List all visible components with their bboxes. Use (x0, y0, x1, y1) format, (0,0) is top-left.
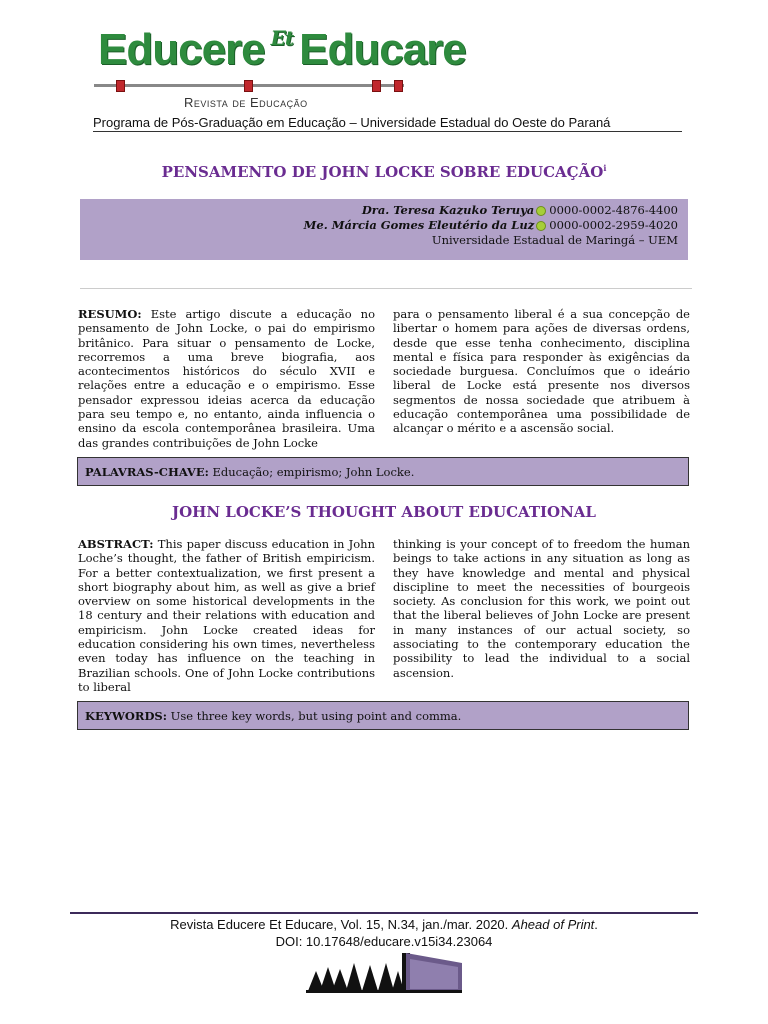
footer-publisher-logo-icon (306, 951, 462, 993)
article-title-en: JOHN LOCKE’S THOUGHT ABOUT EDUCATIONAL (172, 503, 596, 521)
abstract-left-column (78, 537, 375, 694)
journal-subtitle: Revista de Educação (184, 95, 308, 110)
logo-square-icon (116, 80, 125, 92)
keywords-box (77, 701, 689, 730)
keywords-label: KEYWORDS: (85, 709, 167, 723)
logo-word-educare: Educare (299, 25, 466, 74)
section-divider (80, 288, 692, 289)
author-row (304, 218, 678, 232)
orcid-icon[interactable] (536, 206, 546, 216)
logo-square-icon (394, 80, 403, 92)
orcid-icon[interactable] (536, 221, 546, 231)
resumo-text-left: Este artigo discute a educação no pensamento de John Locke, o pai do empirismo britânico. Para situar o pensamento de Locke, recorremos a uma breve biografia, aos acontecimentos históricos do século XVII e relações entre a educação e o empirismo. Esse pensador expressou ideias acerca da educação para seu tempo e, no entanto, ainda influencia o ensino da escola contemporânea brasileira. Uma das grandes contribuições de John Locke (78, 307, 375, 450)
keywords (85, 709, 461, 723)
authors-box (80, 199, 688, 260)
logo-bar (94, 84, 404, 87)
footer-doi[interactable]: DOI: 10.17648/educare.v15i34.23064 (275, 934, 493, 949)
ahead-of-print: Ahead of Print (511, 917, 595, 932)
resumo-text-right: para o pensamento liberal é a sua concepção de libertar o homem para ações de diversas ordens, desde que esse tenha conhecimento, disciplina mental e física para responder às exigências da sociedade burguesa. Concluímos que o ideário liberal de Locke está presente nos diversos segmentos de nossa sociedade que atribuem à educação contemporânea uma possibilidade de alcançar o mérito e a ascensão social. (393, 307, 690, 436)
logo-word-et: Et (270, 26, 294, 50)
author-orcid[interactable]: 0000-0002-4876-4400 (549, 203, 678, 217)
author-name: Dra. Teresa Kazuko Teruya (361, 203, 535, 217)
palavras-chave-text: Educação; empirismo; John Locke. (212, 465, 415, 479)
footer-divider (70, 912, 698, 914)
palavras-chave-label: PALAVRAS-CHAVE: (85, 465, 209, 479)
abstract-text-left: This paper discuss education in John Loche’s thought, the father of British empiricism. For a better contextualization, we first present a short biography about him, as well as give a brief overview on some historical developments in the 18 century and their relations with education and empiricism. John Locke created ideas for education considering his own times, nevertheless even today has influence on the teaching in Brazilian schools. One of John Locke contributions to liberal (78, 537, 375, 694)
journal-logo (98, 25, 466, 74)
title-pt-text: PENSAMENTO DE JOHN LOCKE SOBRE EDUCAÇÃO (161, 163, 604, 181)
logo-square-icon (372, 80, 381, 92)
citation-text: Revista Educere Et Educare, Vol. 15, N.34, jan./mar. 2020. (170, 917, 509, 932)
keywords-text: Use three key words, but using point and comma. (170, 709, 462, 723)
program-line: Programa de Pós-Graduação em Educação – Universidade Estadual do Oeste do Paraná (93, 115, 611, 130)
author-affiliation: Universidade Estadual de Maringá – UEM (431, 233, 678, 247)
citation-period: . (594, 917, 598, 932)
palavras-chave (85, 465, 414, 479)
author-name: Me. Márcia Gomes Eleutério da Luz (303, 218, 535, 232)
logo-square-icon (244, 80, 253, 92)
palavras-chave-box (77, 457, 689, 486)
resumo-right-column (393, 307, 690, 436)
header-divider (93, 131, 682, 132)
article-title-pt (0, 163, 768, 181)
resumo-label: RESUMO: (78, 307, 142, 321)
abstract-label: ABSTRACT: (78, 537, 154, 551)
logo-word-educere: Educere (98, 25, 265, 74)
title-footnote-mark[interactable]: i (603, 163, 607, 173)
resumo-left-column (78, 307, 375, 450)
author-orcid[interactable]: 0000-0002-2959-4020 (549, 218, 678, 232)
author-row (362, 203, 678, 217)
abstract-text-right: thinking is your concept of to freedom the human beings to take actions in any situation as long as they have knowledge and mental and physical discipline to meet the necessities of bourgeois society. As conclusion for this work, we point out that the liberal believes of John Locke are present in many instances of our actual society, so associating to the contemporary education the possibility to lead the individual to a social ascension. (393, 537, 690, 680)
abstract-right-column (393, 537, 690, 680)
footer-citation (0, 917, 768, 932)
